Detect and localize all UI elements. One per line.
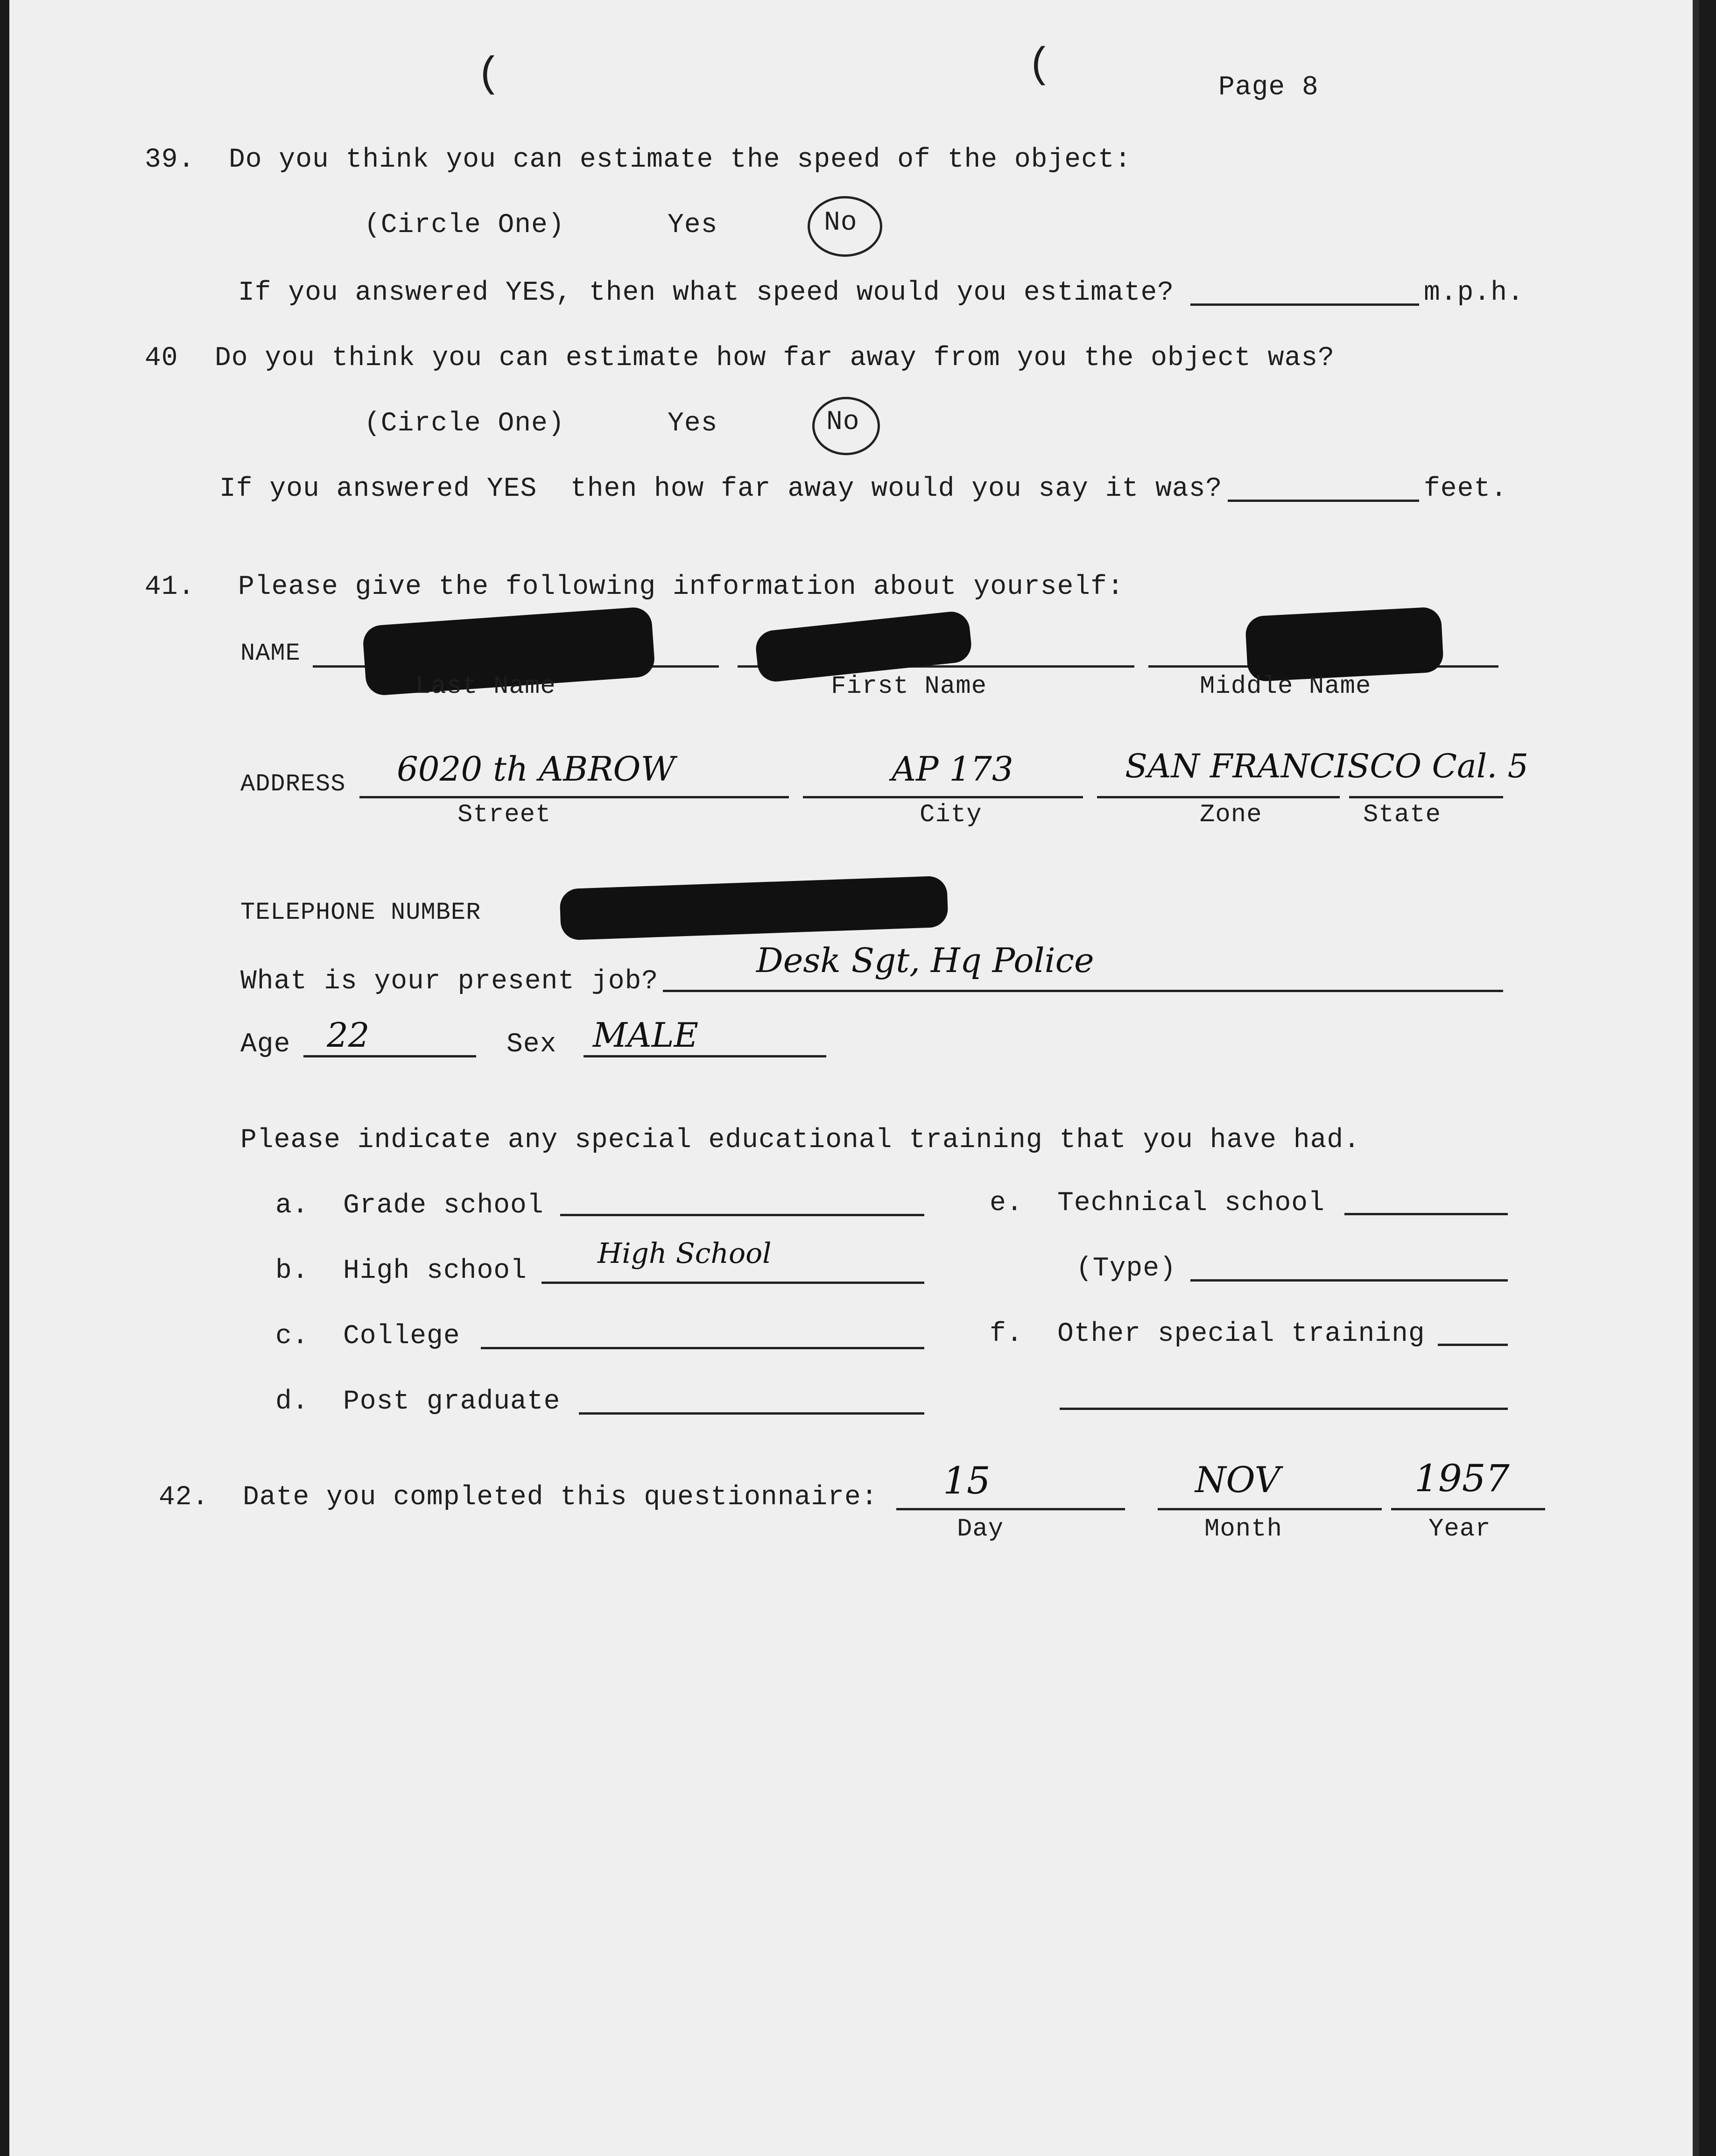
other-training-letter: f. (990, 1319, 1023, 1349)
address-zone-field[interactable] (1097, 796, 1340, 798)
telephone-label: TELEPHONE NUMBER (240, 899, 481, 926)
college-letter: c. (275, 1321, 309, 1352)
state-caption: State (1363, 801, 1442, 829)
zone-caption: Zone (1200, 801, 1262, 829)
grade-school-letter: a. (275, 1191, 309, 1221)
address-label: ADDRESS (240, 770, 346, 798)
technical-school-field[interactable] (1344, 1213, 1508, 1215)
sex-value: MALE (593, 1015, 699, 1055)
q40-number: 40 (145, 343, 178, 373)
age-label: Age (240, 1029, 291, 1060)
month-caption: Month (1204, 1515, 1283, 1543)
year-caption: Year (1428, 1515, 1491, 1543)
post-graduate-label: Post graduate (343, 1387, 561, 1417)
street-caption: Street (457, 801, 551, 829)
q39-yes-option[interactable]: Yes (668, 210, 718, 240)
education-intro: Please indicate any special educational training that you have had. (240, 1125, 1360, 1156)
page-edge-shadow (1693, 0, 1699, 2156)
first-name-caption: First Name (831, 672, 987, 701)
high-school-letter: b. (275, 1256, 309, 1286)
address-zone-value: SAN FRANCISCO Cal. 5 (1125, 747, 1529, 785)
other-training-field-line-2[interactable] (1060, 1408, 1508, 1410)
q39-follow-up: If you answered YES, then what speed would you estimate? (238, 278, 1174, 308)
post-graduate-field[interactable] (579, 1412, 924, 1415)
name-label: NAME (240, 640, 301, 667)
job-value: Desk Sgt, Hq Police (756, 941, 1094, 980)
high-school-field[interactable] (542, 1282, 924, 1284)
q39-no-option[interactable]: No (824, 208, 858, 238)
last-name-caption: Last Name (415, 672, 556, 701)
grade-school-label: Grade school (343, 1191, 544, 1221)
day-caption: Day (957, 1515, 1004, 1543)
q40-distance-field[interactable] (1228, 500, 1419, 502)
redacted-telephone (559, 876, 948, 941)
year-value: 1957 (1414, 1457, 1510, 1500)
high-school-label: High school (343, 1256, 527, 1286)
other-training-field[interactable] (1438, 1344, 1508, 1346)
month-value: NOV (1195, 1459, 1280, 1501)
q41-intro: Please give the following information about yourself: (238, 572, 1124, 602)
q39-speed-field[interactable] (1190, 303, 1419, 306)
address-street-field[interactable] (359, 796, 789, 798)
q40-circle-label: (Circle One) (364, 409, 565, 439)
type-label: (Type) (1076, 1254, 1176, 1284)
other-training-label: Other special training (1057, 1319, 1425, 1349)
address-state-field[interactable] (1349, 796, 1503, 798)
day-value: 15 (943, 1459, 991, 1502)
q41-number: 41. (145, 572, 195, 602)
q39-question: Do you think you can estimate the speed of the object: (229, 145, 1132, 175)
post-graduate-letter: d. (275, 1387, 309, 1417)
q40-yes-option[interactable]: Yes (668, 409, 718, 439)
city-caption: City (920, 801, 982, 829)
q39-unit: m.p.h. (1424, 278, 1524, 308)
type-field[interactable] (1190, 1279, 1508, 1282)
address-city-value: AP 173 (892, 749, 1013, 789)
college-field[interactable] (481, 1347, 924, 1349)
sex-label: Sex (506, 1029, 557, 1060)
redacted-middle-name (1245, 606, 1444, 682)
q40-follow-up: If you answered YES then how far away would you say it was? (219, 474, 1223, 504)
year-field[interactable] (1391, 1508, 1545, 1510)
technical-school-label: Technical school (1057, 1188, 1325, 1219)
address-city-field[interactable] (803, 796, 1083, 798)
month-field[interactable] (1158, 1508, 1382, 1510)
q42-question: Date you completed this questionnaire: (243, 1482, 878, 1513)
technical-school-letter: e. (990, 1188, 1023, 1219)
grade-school-field[interactable] (560, 1214, 924, 1216)
q40-no-option[interactable]: No (826, 407, 860, 437)
age-field[interactable] (303, 1055, 476, 1057)
college-label: College (343, 1321, 460, 1352)
questionnaire-page (9, 0, 1699, 2156)
bracket-mark-right: ( (1027, 42, 1053, 90)
q39-circle-label: (Circle One) (364, 210, 565, 240)
q39-number: 39. (145, 145, 195, 175)
q42-number: 42. (159, 1482, 209, 1513)
middle-name-caption: Middle Name (1200, 672, 1371, 701)
q40-unit: feet. (1424, 474, 1508, 504)
q40-question: Do you think you can estimate how far away from you the object was? (215, 343, 1335, 373)
day-field[interactable] (896, 1508, 1125, 1510)
high-school-value: High School (598, 1237, 772, 1270)
job-field[interactable] (663, 990, 1503, 992)
sex-field[interactable] (584, 1055, 826, 1057)
page-number: Page 8 (1218, 72, 1319, 103)
bracket-mark-left: ( (476, 51, 502, 99)
age-value: 22 (327, 1015, 370, 1055)
job-label: What is your present job? (240, 966, 659, 997)
address-street-value: 6020 th ABROW (397, 749, 675, 789)
